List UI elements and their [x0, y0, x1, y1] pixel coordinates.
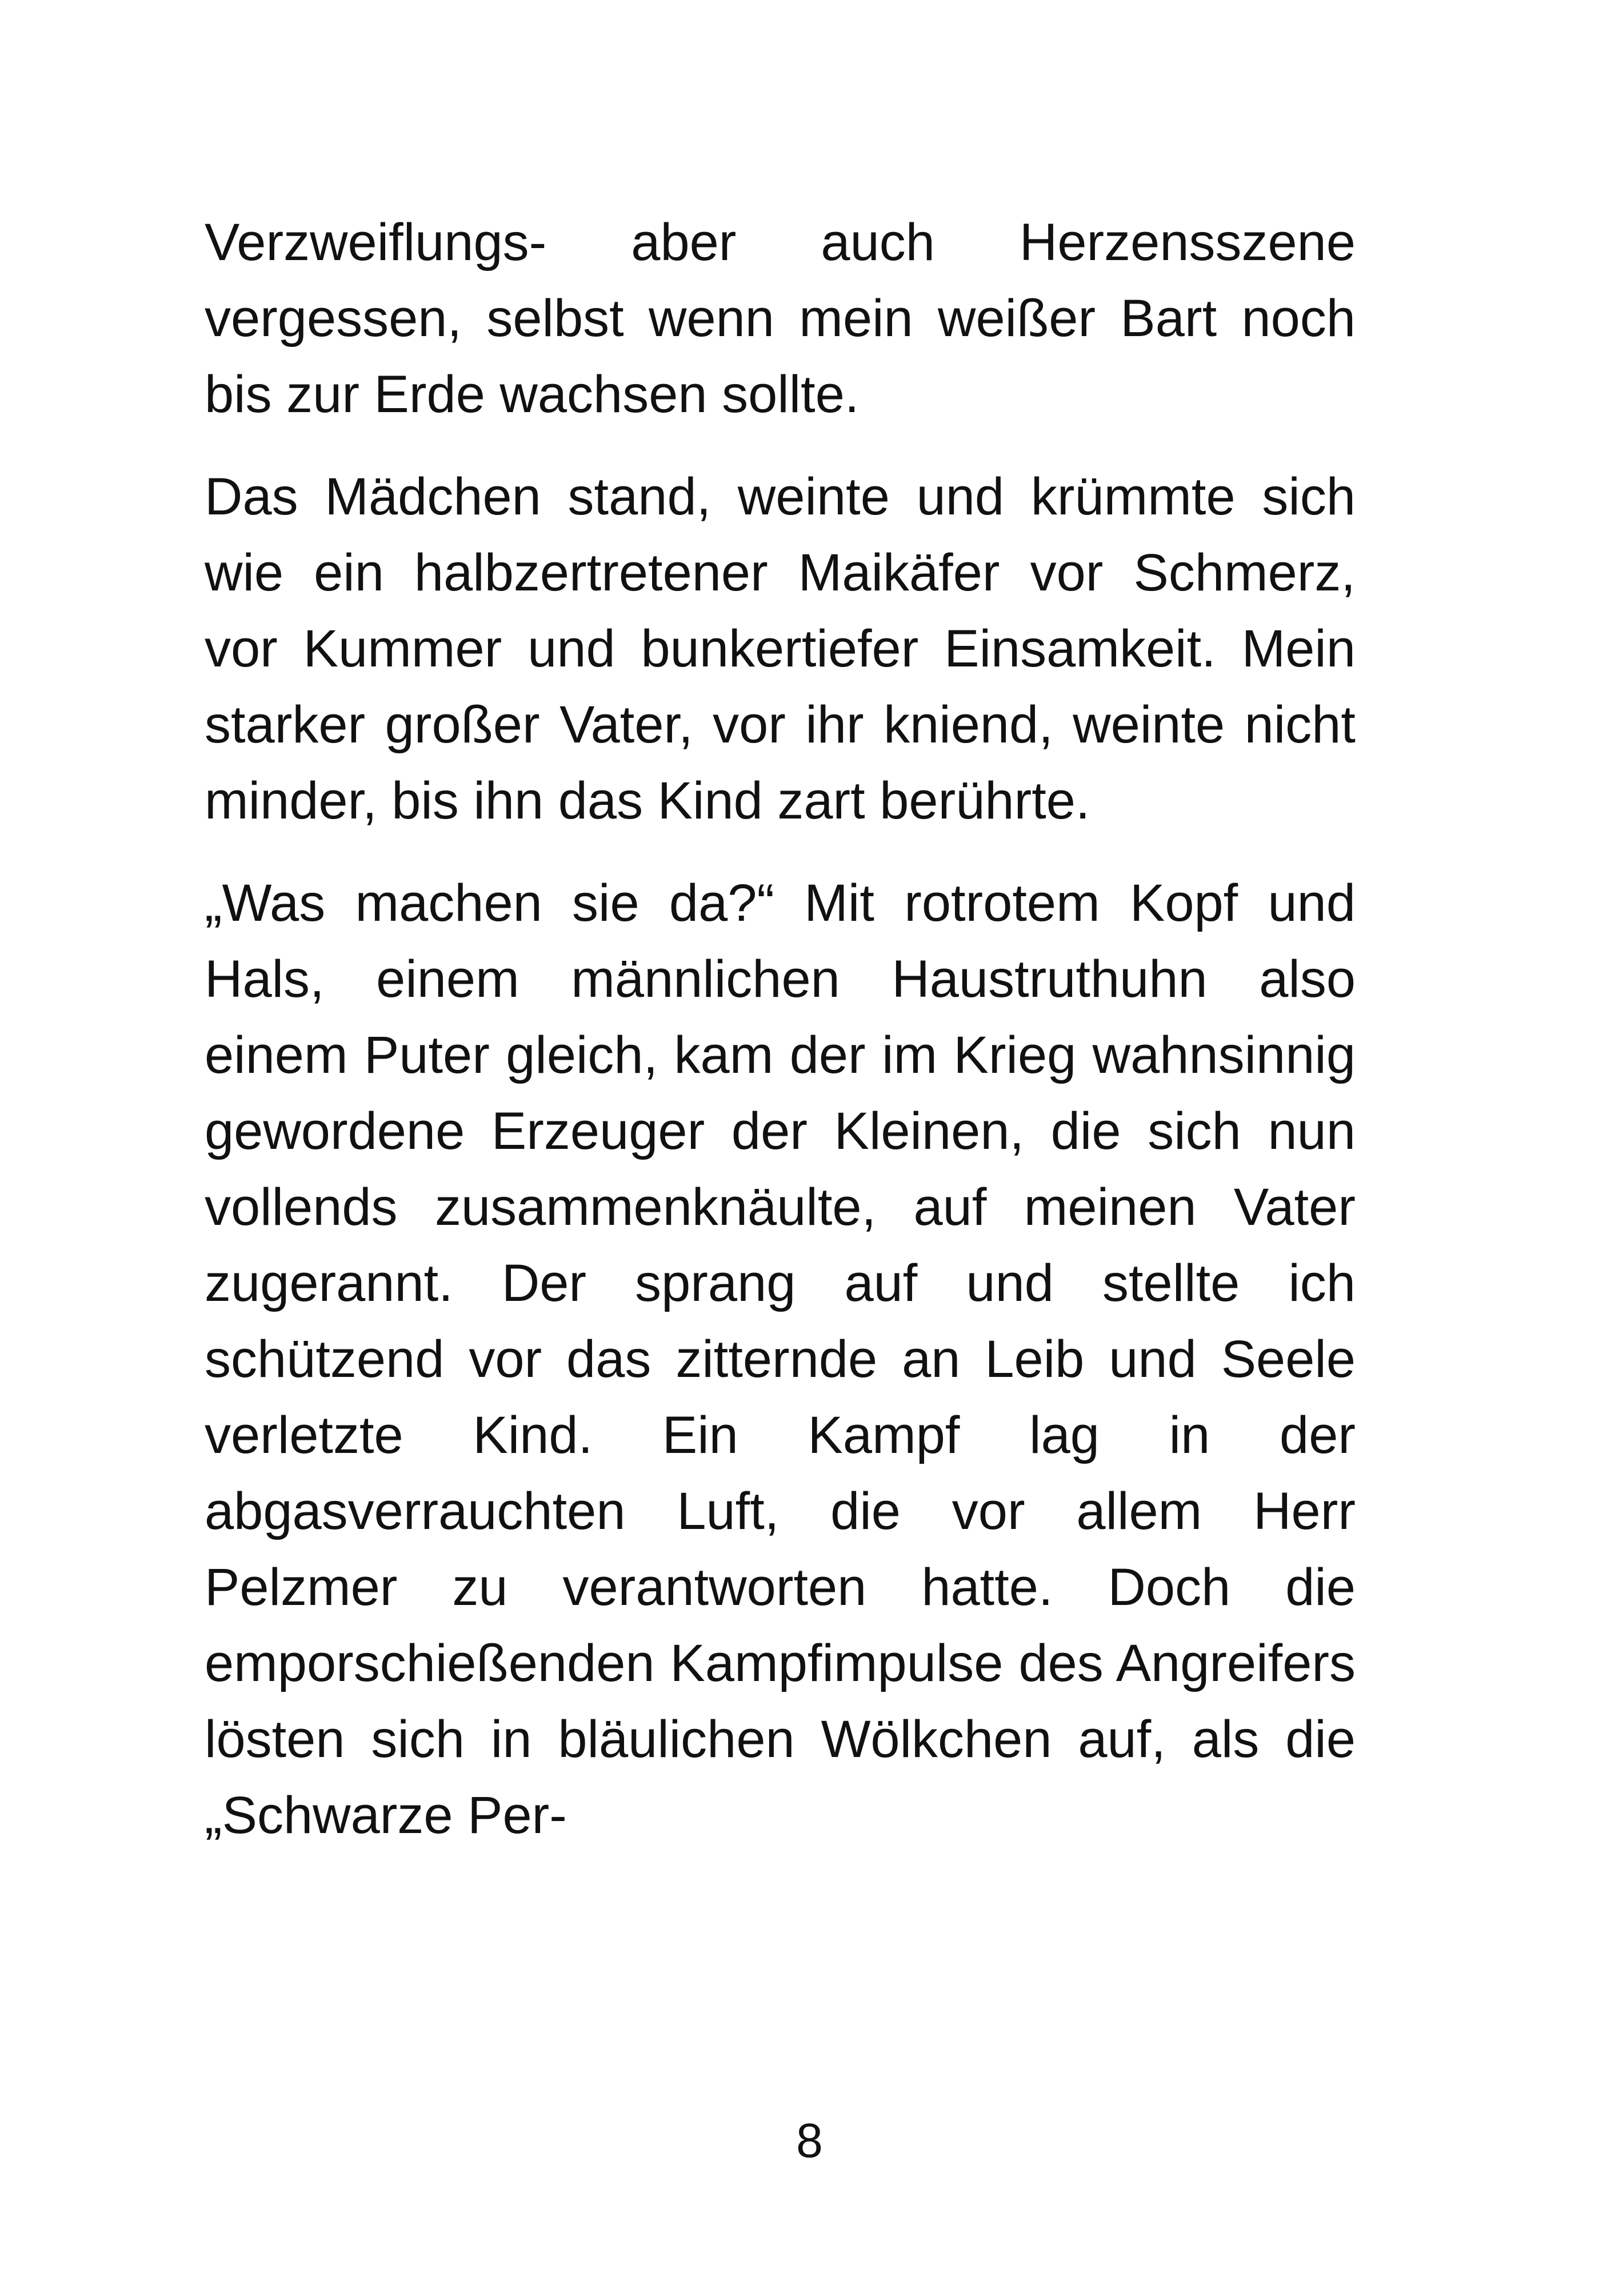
paragraph-2: Das Mädchen stand, weinte und krümmte sich wie ein halbzertretener Maikäfer vor Schmerz, vor Kummer und bunkertiefer Einsamkeit. Mein starker großer Vater, vor ihr kniend, weinte nicht minder, bis ihn das Kind zart berührte. [205, 468, 1356, 830]
body-text [205, 205, 1356, 1880]
paragraph-1: Verzweiflungs- aber auch Herzensszene vergessen, selbst wenn mein weißer Bart noch bis zur Erde wachsen sollte. [205, 213, 1356, 424]
page-number: 8 [796, 2114, 823, 2167]
paragraph-3: „Was machen sie da?“ Mit rotrotem Kopf und Hals, einem männlichen Haustruthuhn also einem Puter gleich, kam der im Krieg wahnsinnig gewordene Erzeuger der Kleinen, die sich nun vollends zusammenknäulte, auf meinen Vater zugerannt. Der sprang auf und stellte ich schützend vor das zitternde an Leib und Seele verletzte Kind. Ein Kampf lag in der abgasverrauchten Luft, die vor allem Herr Pelzmer zu verantworten hatte. Doch die emporschießenden Kampfimpulse des Angreifers lösten sich in bläulichen Wölkchen auf, als die „Schwarze Per- [205, 874, 1356, 1844]
